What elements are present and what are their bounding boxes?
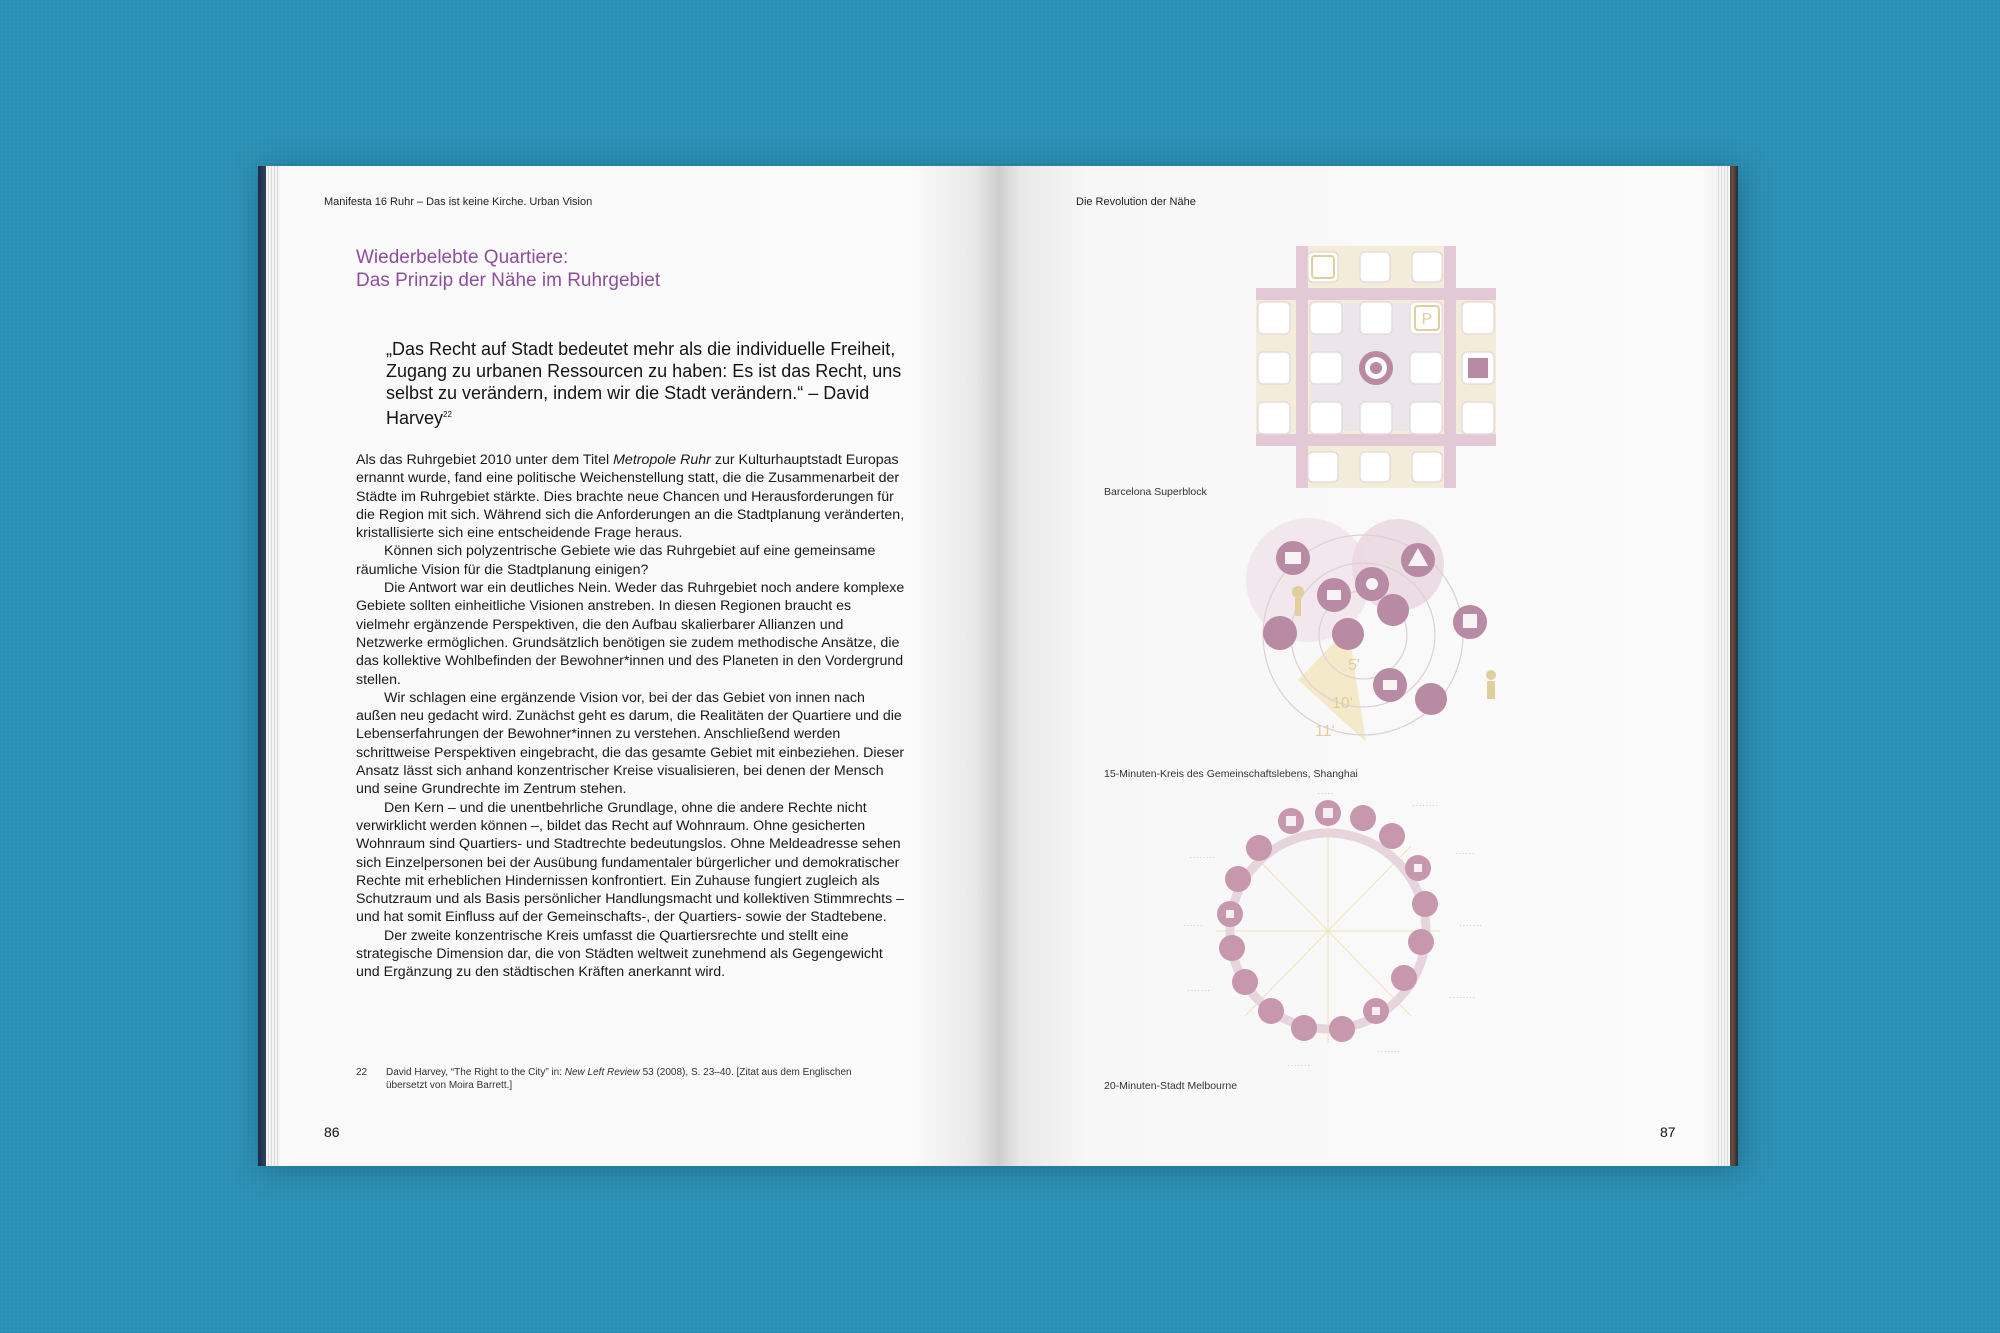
heading-line-1: Wiederbelebte Quartiere: <box>356 247 569 268</box>
svg-text:. . . . . . . .: . . . . . . . . <box>1190 854 1216 860</box>
page-number-left: 86 <box>324 1124 340 1140</box>
melbourne-ring-diagram <box>1178 786 1498 1076</box>
svg-text:. . . . . . .: . . . . . . . <box>1460 922 1482 928</box>
running-head-right: Die Revolution der Nähe <box>1076 196 1196 208</box>
footnote-text-end: 53 (2008), S. 23–40. [Zitat aus dem Englischen übersetzt von Moira Barrett.] <box>386 1067 852 1091</box>
paragraph-5: Den Kern – und die unentbehrliche Grundlage, ohne die andere Rechte nicht verwirklicht werden können –, bildet das Recht auf Wohnraum. Ohne gesicherten Wohnraum sind Quartiers- und Stadtrechte bedeutungslos. Ohne Meldeadresse sehen sich Einzelpersonen bei der Ausübung fundamentaler bürgerlicher und demokratischer Rechte mit erheblichen Hindernissen konfrontiert. Ein Zuhause fungiert zugleich als Schutzraum und als Basis persönlicher Handlungsmacht und kollektiven Stimmrechts – und hat somit Einfluss auf der Gemeinschafts-, der Quartiers- sowie der Stadtebene. <box>356 799 905 926</box>
svg-text:. . . . . .: . . . . . . <box>1184 922 1203 928</box>
svg-text:. . . . . . .: . . . . . . . <box>1378 1048 1400 1054</box>
page-edge-stripes <box>266 166 280 1166</box>
page-edge-stripes <box>1716 166 1730 1166</box>
quote-text: „Das Recht auf Stadt bedeutet mehr als die individuelle Freiheit, Zugang zu urbanen Ressourcen zu haben: Es ist das Recht, uns selbst zu verändern, indem wir die Stadt verändern.“ – David Harvey <box>386 339 902 428</box>
svg-text:. . . . . . .: . . . . . . . <box>1188 987 1210 993</box>
paragraph-1-emphasis: Metropole Ruhr <box>613 452 711 468</box>
svg-text:. . . . .: . . . . . <box>1318 790 1334 796</box>
running-head-left: Manifesta 16 Ruhr – Das ist keine Kirche. Urban Vision <box>324 196 593 208</box>
left-page <box>266 166 998 1166</box>
label-5-min: 5' <box>1348 657 1360 674</box>
footnote-text-start: David Harvey, “The Right to the City” in: <box>386 1067 565 1078</box>
footnote <box>356 1066 856 1092</box>
label-10-min: 10' <box>1332 695 1353 712</box>
footnote-text <box>386 1066 856 1092</box>
heading-line-2: Das Prinzip der Nähe im Ruhrgebiet <box>356 270 661 291</box>
body-text <box>356 451 906 982</box>
paragraph-1-end: zur Kulturhauptstadt Europas ernannt wurde, fand eine politische Weichenstellung statt, die die Zusammenarbeit der Städte im Ruhrgebiet stärkte. Dies brachte neue Chancen und Herausforderungen für die Region mit sich. Während sich die Anforderungen an die Stadtplanung veränderten, kristallisierte sich eine entscheidende Frage heraus. <box>356 452 905 542</box>
paragraph-4: Wir schlagen eine ergänzende Vision vor, bei der das Gebiet von innen nach außen neu gedacht wird. Zunächst geht es darum, die Realitäten der Quartiere und die Lebenserfahrungen der Bewohner*innen zu verstehen. Anschließend werden schrittweise Perspektiven eingebracht, die das gesamte Gebiet mit einbeziehen. Dieser Ansatz lässt sich anhand konzentrischer Kreise visualisieren, bei denen der Mensch und seine Grundrechte im Zentrum stehen. <box>356 689 905 798</box>
epigraph-quote <box>386 338 906 429</box>
paragraph-6: Der zweite konzentrische Kreis umfasst die Quartiersrechte und stellt eine strategische Dimension dar, die von Städten weltweit zunehmend als Gegengewicht und Ergänzung zu den städtischen Kräften anerkannt wird. <box>356 927 883 981</box>
caption-barcelona: Barcelona Superblock <box>1104 486 1207 498</box>
right-page <box>998 166 1730 1166</box>
caption-melbourne: 20-Minuten-Stadt Melbourne <box>1104 1080 1238 1092</box>
paragraph-3: Die Antwort war ein deutliches Nein. Weder das Ruhrgebiet noch andere komplexe Gebiete sollten einheitliche Visionen anstreben. In diesen Regionen braucht es vielmehr ergänzende Perspektiven, die den Aufbau skalierbarer Allianzen und Netzwerke ermöglichen. Grundsätzlich benötigen sie zudem methodische Ansätze, die das kollektive Wohlbefinden der Bewohner*innen und des Planeten in den Vordergrund stellen. <box>356 580 905 688</box>
shanghai-circle-diagram <box>1238 510 1498 750</box>
footnote-journal: New Left Review <box>564 1067 640 1078</box>
chapter-heading <box>356 246 916 292</box>
label-11-min: 11' <box>1315 723 1335 740</box>
paragraph-1-start: Als das Ruhrgebiet 2010 unter dem Titel <box>356 452 614 468</box>
svg-text:. . . . . . . .: . . . . . . . . <box>1413 802 1439 808</box>
paragraph-1 <box>356 451 906 542</box>
superblock-diagram <box>1256 246 1496 488</box>
svg-text:. . . . . . .: . . . . . . . <box>1288 1062 1310 1068</box>
svg-text:. . . . . .: . . . . . . <box>1456 850 1475 856</box>
svg-text:P: P <box>1421 311 1433 328</box>
quote-footnote-ref: 22 <box>443 410 452 419</box>
paragraph-2: Können sich polyzentrische Gebiete wie das Ruhrgebiet auf eine gemeinsame räumliche Vision für die Stadtplanung einigen? <box>356 543 876 578</box>
caption-shanghai: 15-Minuten-Kreis des Gemeinschaftslebens, Shanghai <box>1104 768 1358 780</box>
footnote-number: 22 <box>356 1067 368 1078</box>
page-number-right: 87 <box>1660 1124 1676 1140</box>
svg-text:. . . . . . . .: . . . . . . . . <box>1450 994 1476 1000</box>
